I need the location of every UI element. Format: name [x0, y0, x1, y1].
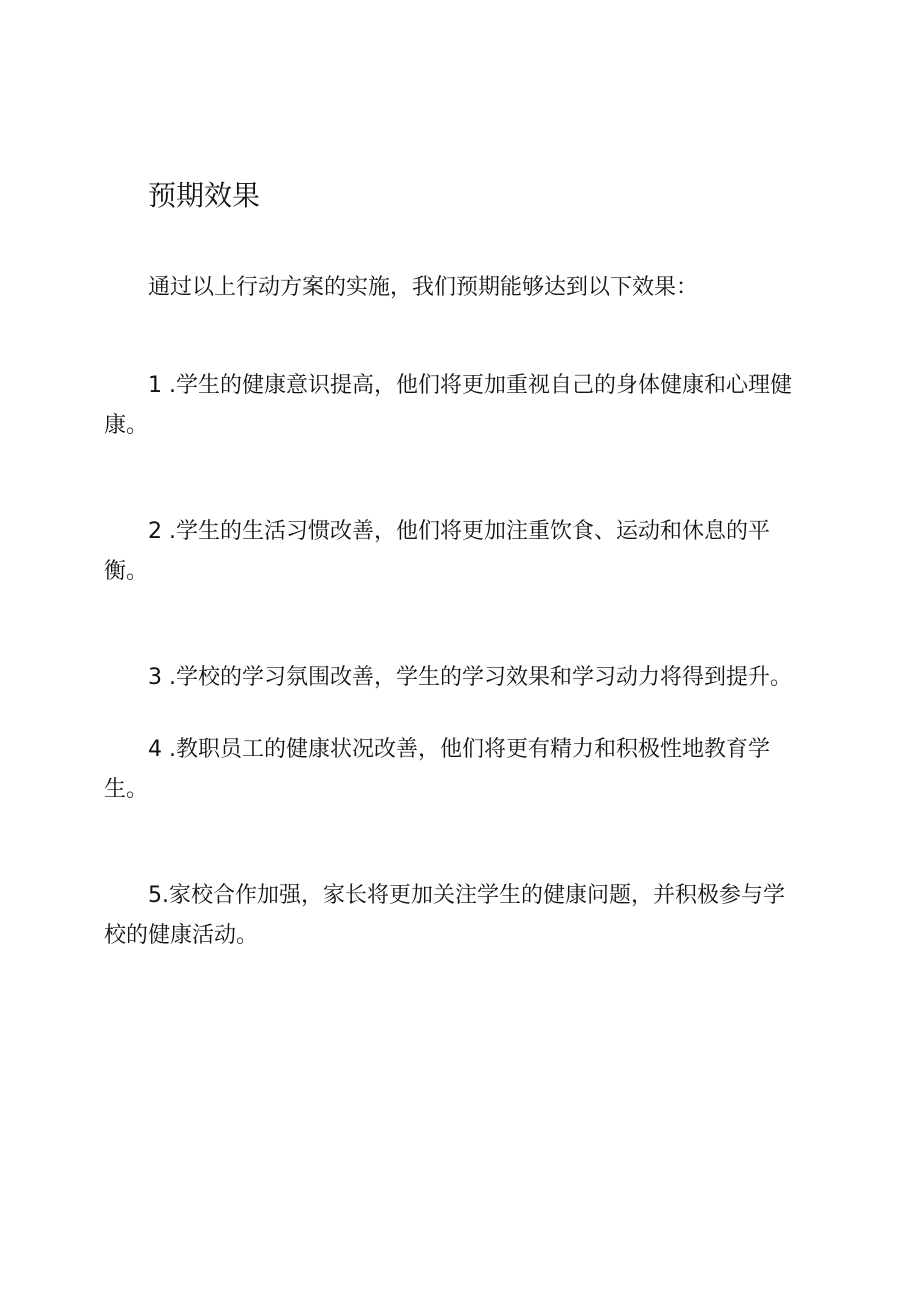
list-item-number: 4 . [148, 737, 176, 762]
list-item-first-line [104, 658, 820, 698]
list-item-text: 学生的生活习惯改善，他们将更加注重饮食、运动和休息的平 [175, 519, 770, 544]
list-item-number: 3 . [148, 665, 176, 690]
list-item [104, 366, 820, 446]
list-item-number: 5. [148, 883, 169, 908]
intro-paragraph: 通过以上行动方案的实施，我们预期能够达到以下效果： [148, 275, 699, 300]
list-item-text: 教职员工的健康状况改善，他们将更有精力和积极性地教育学 [175, 737, 770, 762]
list-item-text: 学生的健康意识提高，他们将更加重视自己的身体健康和心理健 [175, 373, 792, 398]
list-item-continuation: 衡。 [104, 559, 149, 584]
list-item-number: 2 . [148, 519, 176, 544]
list-item [104, 658, 820, 698]
list-item [104, 512, 820, 592]
list-item [104, 876, 820, 956]
list-item-number: 1 . [148, 373, 176, 398]
list-item-continuation: 校的健康活动。 [104, 923, 259, 948]
list-item-first-line [104, 366, 820, 406]
list-item-first-line [104, 876, 820, 916]
list-item-continuation: 生。 [104, 777, 149, 802]
list-item-text: 学校的学习氛围改善，学生的学习效果和学习动力将得到提升。 [175, 665, 792, 690]
list-item-first-line [104, 730, 820, 770]
list-item-continuation: 康。 [104, 413, 149, 438]
list-item-text: 家校合作加强，家长将更加关注学生的健康问题，并积极参与学 [169, 883, 786, 908]
section-title: 预期效果 [148, 179, 261, 212]
list-item [104, 730, 820, 810]
list-item-first-line [104, 512, 820, 552]
